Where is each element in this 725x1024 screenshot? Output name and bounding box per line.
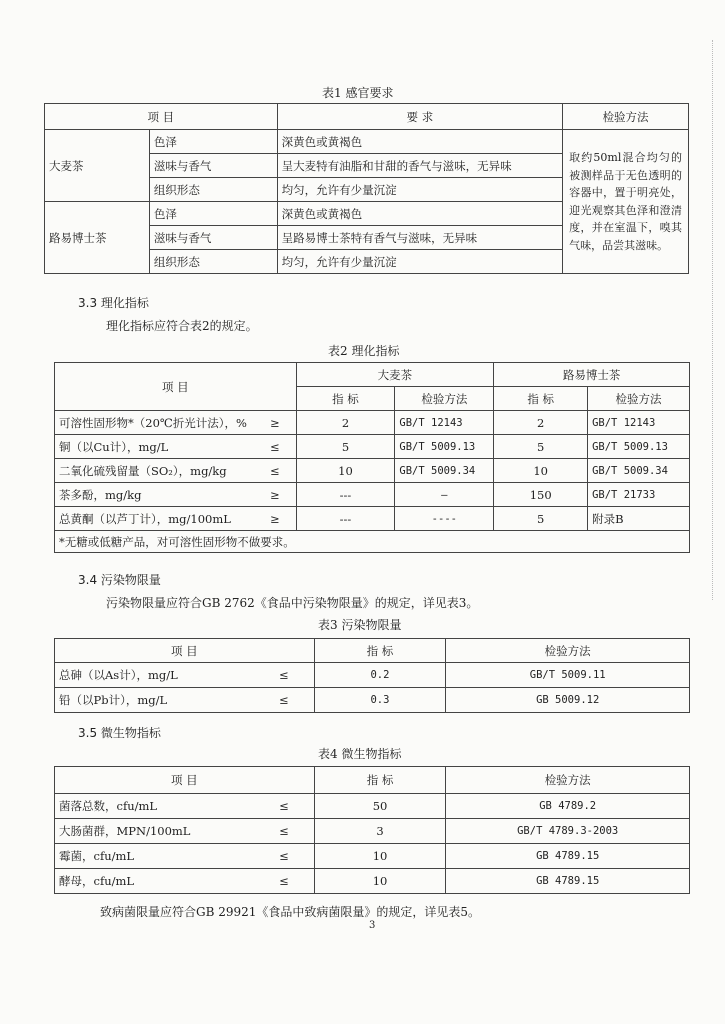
section-3-3-heading: 3.3 理化指标 (78, 296, 149, 310)
section-3-5-heading: 3.5 微生物指标 (78, 726, 161, 740)
table3-header-method: 检验方法 (446, 639, 690, 663)
table2-row-method1: GB/T 12143 (395, 411, 494, 435)
table2-header-indicator: 指 标 (296, 387, 395, 411)
table2-header-indicator: 指 标 (494, 387, 588, 411)
page-number: 3 (369, 920, 376, 931)
table2-row-value1: --- (296, 483, 395, 507)
table2-row-method2: GB/T 12143 (588, 411, 690, 435)
table2-row-name: 总黄酮（以芦丁计），mg/100mL (55, 507, 255, 531)
table1-group-name: 大麦茶 (45, 130, 150, 202)
table1-sub: 滋味与香气 (149, 154, 277, 178)
table1-header-item: 项 目 (45, 104, 278, 130)
table3-row-operator: ≤ (254, 688, 314, 713)
table1-req: 深黄色或黄褐色 (277, 202, 563, 226)
table2-row-name: 二氧化硫残留量（SO₂），mg/kg (55, 459, 255, 483)
table3-row-method: GB/T 5009.11 (446, 663, 690, 688)
table2-row-value1: 10 (296, 459, 395, 483)
table2-row-name: 茶多酚，mg/kg (55, 483, 255, 507)
section-3-3-text: 理化指标应符合表2的规定。 (106, 319, 258, 333)
closing-paragraph: 致病菌限量应符合GB 29921《食品中致病菌限量》的规定，详见表5。 (100, 905, 481, 919)
table2-row-value2: 5 (494, 435, 588, 459)
table3-row-operator: ≤ (254, 663, 314, 688)
table1-req: 深黄色或黄褐色 (277, 130, 563, 154)
table2-row-method1: — (395, 483, 494, 507)
table4-row-method: GB/T 4789.3-2003 (446, 819, 690, 844)
section-3-4-text: 污染物限量应符合GB 2762《食品中污染物限量》的规定，详见表3。 (106, 596, 479, 610)
table2-row-method1: ---- (395, 507, 494, 531)
table2-row-value1: --- (296, 507, 395, 531)
table2-row-value2: 150 (494, 483, 588, 507)
table2-header-method: 检验方法 (395, 387, 494, 411)
table4-row-operator: ≤ (254, 819, 314, 844)
table2-row-operator: ≤ (254, 459, 296, 483)
table3-row-name: 总砷（以As计），mg/L (55, 663, 255, 688)
table4-row-operator: ≤ (254, 844, 314, 869)
table2-row-method1: GB/T 5009.13 (395, 435, 494, 459)
scan-edge-marks (712, 40, 723, 600)
table4-row-name: 酵母，cfu/mL (55, 869, 255, 894)
table2-row-method1: GB/T 5009.34 (395, 459, 494, 483)
table2-row-operator: ≥ (254, 483, 296, 507)
table4-caption: 表4 微生物指标 (318, 747, 402, 761)
table4-row-method: GB 4789.15 (446, 869, 690, 894)
table2-row-operator: ≤ (254, 435, 296, 459)
table4-row-value: 10 (314, 869, 446, 894)
table3-header-indicator: 指 标 (314, 639, 446, 663)
table1-req: 均匀，允许有少量沉淀 (277, 178, 563, 202)
table2-header-group2: 路易博士茶 (494, 363, 690, 387)
table4-header-indicator: 指 标 (314, 767, 446, 794)
table3-caption: 表3 污染物限量 (318, 618, 402, 632)
table2-header-item: 项 目 (55, 363, 297, 411)
table4-microbial (54, 766, 690, 894)
table2-caption: 表2 理化指标 (328, 344, 400, 358)
table2-row-value2: 5 (494, 507, 588, 531)
table1-sub: 滋味与香气 (149, 226, 277, 250)
table2-row-name: 铜（以Cu计），mg/L (55, 435, 255, 459)
table1-req: 呈路易博士茶特有香气与滋味，无异味 (277, 226, 563, 250)
table2-row-value1: 5 (296, 435, 395, 459)
table3-row-value: 0.3 (314, 688, 446, 713)
table4-row-name: 霉菌，cfu/mL (55, 844, 255, 869)
table3-header-item: 项 目 (55, 639, 315, 663)
table2-note: *无糖或低糖产品，对可溶性固形物不做要求。 (55, 531, 690, 553)
table4-row-value: 10 (314, 844, 446, 869)
table2-row-method2: GB/T 5009.34 (588, 459, 690, 483)
table4-row-method: GB 4789.2 (446, 794, 690, 819)
table1-header-method: 检验方法 (563, 104, 689, 130)
table1-req: 呈大麦特有油脂和甘甜的香气与滋味，无异味 (277, 154, 563, 178)
table4-row-value: 3 (314, 819, 446, 844)
table1-req: 均匀，允许有少量沉淀 (277, 250, 563, 274)
table3-row-name: 铅（以Pb计），mg/L (55, 688, 255, 713)
table2-row-value1: 2 (296, 411, 395, 435)
table1-sub: 色泽 (149, 202, 277, 226)
table4-row-operator: ≤ (254, 794, 314, 819)
table4-header-item: 项 目 (55, 767, 315, 794)
table4-header-method: 检验方法 (446, 767, 690, 794)
table4-row-operator: ≤ (254, 869, 314, 894)
table2-row-method2: 附录B (588, 507, 690, 531)
table2-row-method2: GB/T 21733 (588, 483, 690, 507)
table2-row-operator: ≥ (254, 411, 296, 435)
table3-row-value: 0.2 (314, 663, 446, 688)
table2-header-method: 检验方法 (588, 387, 690, 411)
table2-header-group1: 大麦茶 (296, 363, 494, 387)
table1-sub: 组织形态 (149, 250, 277, 274)
table2-physicochemical (54, 362, 690, 553)
table4-row-value: 50 (314, 794, 446, 819)
table1-sub: 组织形态 (149, 178, 277, 202)
table1-sensory (44, 103, 689, 274)
table2-row-operator: ≥ (254, 507, 296, 531)
table2-row-name: 可溶性固形物*（20℃折光计法），% (55, 411, 255, 435)
table1-sub: 色泽 (149, 130, 277, 154)
table2-row-method2: GB/T 5009.13 (588, 435, 690, 459)
section-3-4-heading: 3.4 污染物限量 (78, 573, 161, 587)
table3-row-method: GB 5009.12 (446, 688, 690, 713)
table4-row-method: GB 4789.15 (446, 844, 690, 869)
table1-header-req: 要 求 (277, 104, 563, 130)
table4-row-name: 菌落总数，cfu/mL (55, 794, 255, 819)
table1-group-name: 路易博士茶 (45, 202, 150, 274)
table1-method-text: 取约50ml混合均匀的被测样品于无色透明的容器中，置于明亮处，迎光观察其色泽和澄清度，并在室温下，嗅其气味，品尝其滋味。 (563, 130, 689, 274)
table4-row-name: 大肠菌群，MPN/100mL (55, 819, 255, 844)
table2-row-value2: 2 (494, 411, 588, 435)
table3-contaminants (54, 638, 690, 713)
table1-caption: 表1 感官要求 (322, 86, 394, 100)
table2-row-value2: 10 (494, 459, 588, 483)
